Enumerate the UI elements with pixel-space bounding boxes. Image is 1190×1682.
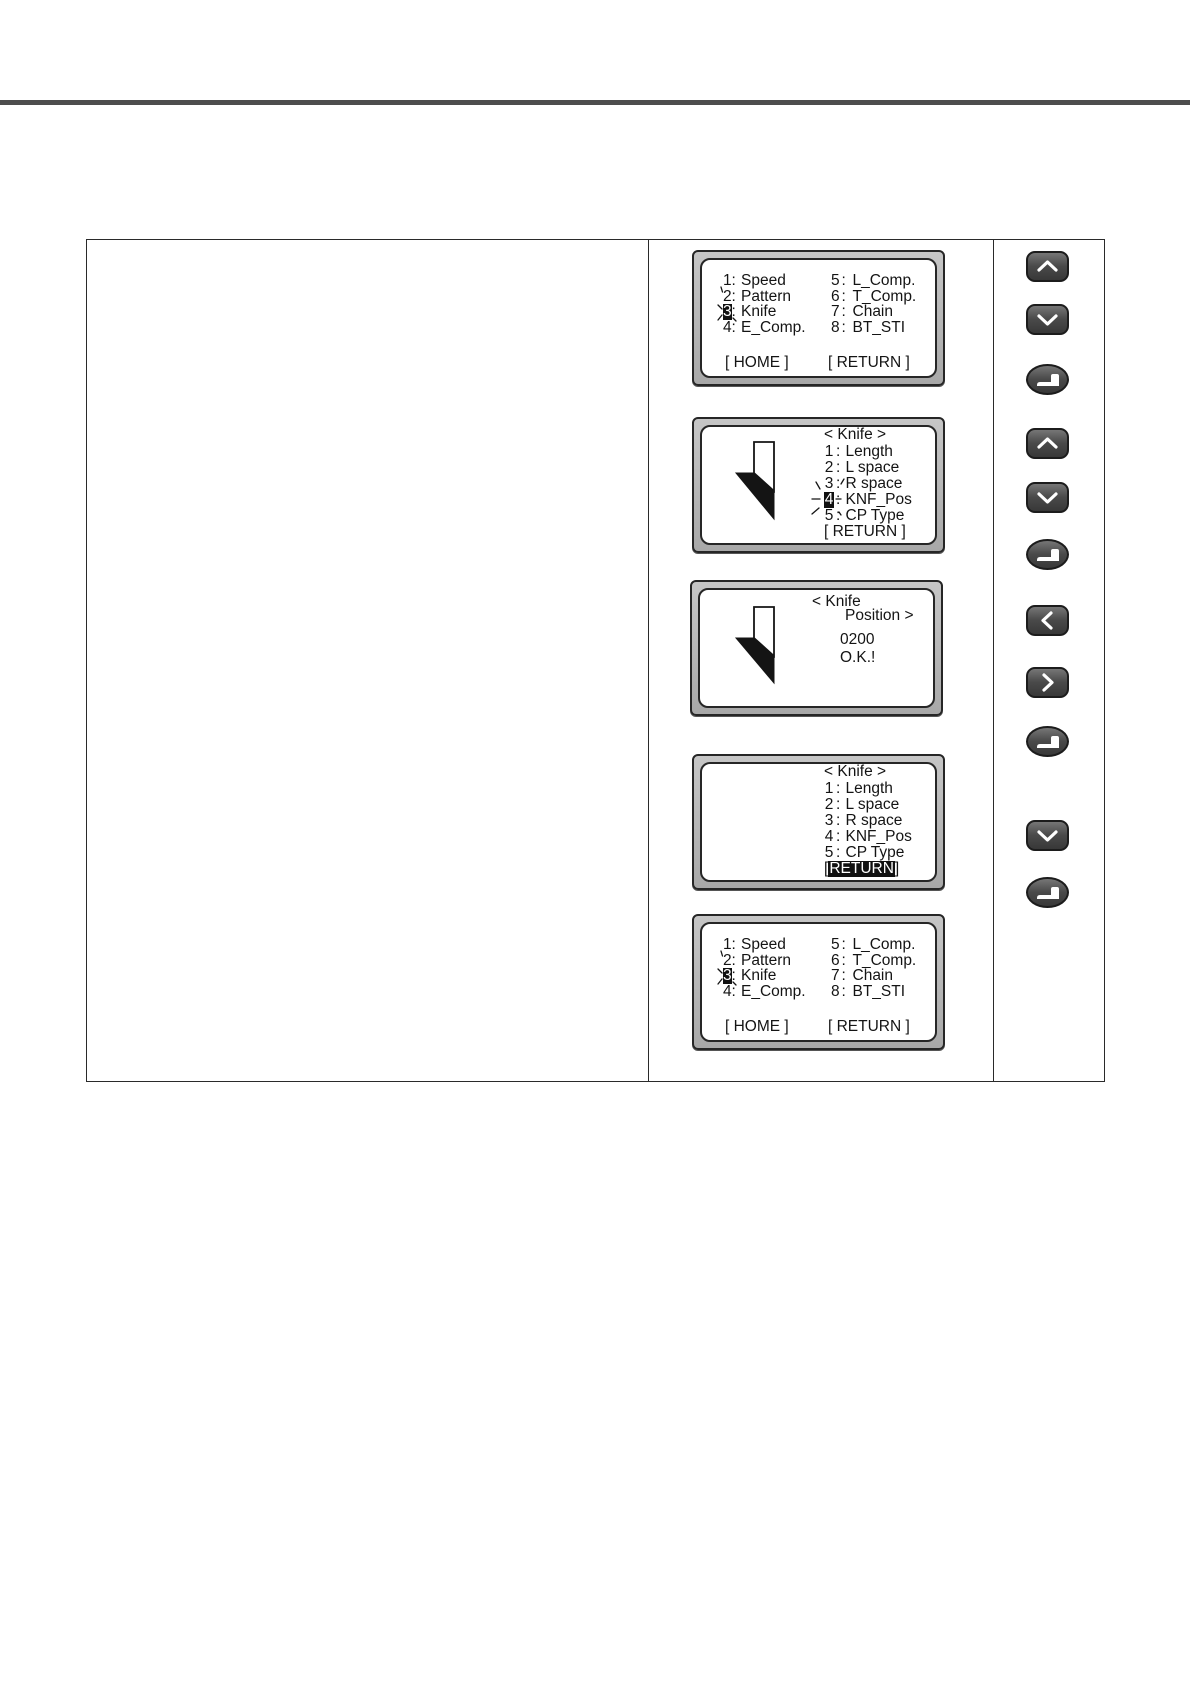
- down-arrow-icon: [1028, 306, 1067, 333]
- enter-icon: [1028, 366, 1067, 393]
- menu-item-separator: :: [836, 780, 841, 797]
- menu-item: [824, 781, 912, 797]
- menu-column-right: [831, 273, 916, 336]
- status-message: O.K.!: [840, 649, 876, 666]
- menu-column-left: [723, 273, 806, 336]
- right-arrow-icon: [1028, 669, 1067, 696]
- menu-item-number: 2: [723, 951, 732, 969]
- blink-mark: [718, 979, 722, 984]
- menu-item-separator: :: [731, 287, 736, 305]
- menu-item: [723, 289, 806, 305]
- down-button[interactable]: [1026, 304, 1069, 335]
- menu-item: [831, 273, 916, 289]
- menu-item-separator: :: [731, 967, 736, 985]
- menu-item: [824, 797, 912, 813]
- menu-item-separator: :: [836, 459, 841, 476]
- menu-item-label: KNF_Pos: [845, 491, 912, 508]
- menu-item-label: Length: [845, 443, 893, 460]
- enter-button[interactable]: [1026, 726, 1069, 757]
- menu-item-number: 5: [824, 507, 834, 524]
- screen-title: < Knife >: [824, 426, 887, 443]
- up-arrow-icon: [1028, 253, 1067, 280]
- selected-item-number: 4: [824, 491, 834, 508]
- keys-column: [993, 240, 1104, 1081]
- lcd-screen-knife-position: [690, 580, 943, 716]
- menu-item-separator: :: [841, 272, 846, 289]
- menu-item-number: 7: [831, 303, 840, 321]
- menu-item-separator: :: [841, 303, 846, 321]
- menu-item-separator: :: [836, 828, 841, 845]
- menu-item-number: 1: [824, 780, 834, 797]
- menu-item-selected: [824, 492, 912, 508]
- menu-item: [831, 304, 916, 320]
- menu-item-separator: :: [841, 936, 846, 953]
- menu-item-number: 3: [824, 812, 834, 829]
- menu-item-label: CP Type: [845, 507, 905, 524]
- blink-mark: [718, 305, 722, 309]
- menu-item-number: 6: [831, 287, 840, 305]
- menu-item-label: L space: [845, 796, 900, 813]
- menu-item: [824, 460, 912, 476]
- menu-item: [723, 320, 806, 336]
- up-button[interactable]: [1026, 428, 1069, 459]
- home-option: [ HOME ]: [725, 1018, 789, 1035]
- menu-item: [831, 320, 916, 336]
- menu-item: [723, 953, 806, 969]
- selected-item-number: 3: [723, 967, 732, 985]
- menu-item-number: 5: [824, 844, 834, 861]
- return-option-selected: [824, 861, 912, 877]
- down-arrow-icon: [1028, 484, 1067, 511]
- menu-item-number: 8: [831, 983, 840, 1001]
- menu-item-number: 5: [831, 272, 840, 289]
- menu-item-separator: :: [836, 491, 841, 508]
- bracket-close: ]: [894, 860, 900, 877]
- menu-item-label: Length: [845, 780, 893, 797]
- menu-item-label: BT_STI: [852, 319, 906, 337]
- header-rule: [0, 100, 1190, 105]
- enter-icon: [1028, 728, 1067, 755]
- menu-item: [824, 845, 912, 861]
- menu-item-separator: :: [731, 272, 736, 289]
- menu-item: [831, 289, 916, 305]
- lcd-screen-knife-menu: [692, 417, 945, 553]
- menu-item: [824, 508, 912, 524]
- menu-item: [831, 937, 916, 953]
- menu-item-number: 4: [723, 319, 732, 337]
- menu-item-number: 2: [723, 287, 732, 305]
- up-button[interactable]: [1026, 251, 1069, 282]
- enter-button[interactable]: [1026, 364, 1069, 395]
- lcd-screen-main-menu-result: [692, 914, 945, 1050]
- right-button[interactable]: [1026, 667, 1069, 698]
- menu-item-number: 4: [723, 983, 732, 1001]
- menu-item: [831, 968, 916, 984]
- knife-position-value: 0200: [840, 631, 875, 648]
- knife-menu-list: [824, 444, 912, 540]
- menu-item-label: E_Comp.: [741, 983, 806, 1001]
- return-label: [ RETURN ]: [824, 523, 906, 540]
- menu-item-label: E_Comp.: [741, 319, 806, 337]
- menu-item: [723, 937, 806, 953]
- down-button[interactable]: [1026, 482, 1069, 513]
- menu-item-label: L_Comp.: [852, 936, 916, 953]
- menu-item-separator: :: [841, 319, 846, 337]
- menu-item: [824, 829, 912, 845]
- menu-item-separator: :: [731, 319, 736, 337]
- menu-item-separator: :: [731, 303, 736, 321]
- menu-item-separator: :: [836, 812, 841, 829]
- menu-item-label: R space: [845, 812, 903, 829]
- menu-item: [723, 273, 806, 289]
- enter-button[interactable]: [1026, 877, 1069, 908]
- menu-item-label: Speed: [741, 936, 786, 953]
- menu-item-number: 2: [824, 796, 834, 813]
- bracket-open: [: [824, 860, 829, 877]
- menu-item-number: 1: [824, 443, 834, 460]
- menu-item-number: 8: [831, 319, 840, 337]
- display-column: [648, 240, 993, 1081]
- menu-item-separator: :: [731, 936, 736, 953]
- menu-item-label: BT_STI: [852, 983, 906, 1001]
- menu-item-separator: :: [841, 287, 846, 305]
- screen-title-line-1: < Knife: [812, 593, 861, 610]
- menu-item-separator: :: [836, 844, 841, 861]
- blink-mark: [718, 969, 722, 973]
- menu-item-number: 6: [831, 951, 840, 969]
- menu-item-separator: :: [836, 507, 841, 524]
- menu-item-label: Chain: [852, 967, 893, 985]
- menu-item-label: Pattern: [741, 287, 791, 305]
- menu-item-separator: :: [841, 983, 846, 1001]
- instruction-table: [86, 239, 1105, 1082]
- menu-item-number: 1: [723, 936, 732, 953]
- menu-column-left: [723, 937, 806, 1000]
- lcd-screen-main-menu: [692, 250, 945, 386]
- menu-item: [824, 476, 912, 492]
- menu-item: [824, 444, 912, 460]
- menu-item: [831, 984, 916, 1000]
- return-option: [ RETURN ]: [828, 354, 910, 371]
- selected-item-number: 3: [723, 303, 732, 321]
- menu-item-selected: [723, 968, 806, 984]
- menu-item-number: 5: [831, 936, 840, 953]
- blink-mark: [718, 315, 722, 320]
- home-option: [ HOME ]: [725, 354, 789, 371]
- menu-item-label: Speed: [741, 272, 786, 289]
- menu-item: [723, 984, 806, 1000]
- menu-item-label: R space: [845, 475, 903, 492]
- menu-item-separator: :: [836, 475, 841, 492]
- menu-item-separator: :: [841, 951, 846, 969]
- left-button[interactable]: [1026, 605, 1069, 636]
- screen-title: < Knife >: [824, 763, 887, 780]
- menu-item-label: Knife: [741, 303, 777, 321]
- menu-item-label: CP Type: [845, 844, 905, 861]
- enter-icon: [1028, 879, 1067, 906]
- menu-item-label: Knife: [741, 967, 777, 985]
- menu-item-label: T_Comp.: [852, 287, 917, 305]
- menu-item-selected: [723, 304, 806, 320]
- menu-item-number: 3: [824, 475, 834, 492]
- left-arrow-icon: [1028, 607, 1067, 634]
- menu-item-separator: :: [836, 796, 841, 813]
- down-arrow-icon: [1028, 822, 1067, 849]
- description-column: [87, 240, 648, 1081]
- menu-item: [824, 813, 912, 829]
- enter-icon: [1028, 541, 1067, 568]
- menu-item-label: T_Comp.: [852, 951, 917, 969]
- menu-item-separator: :: [731, 983, 736, 1001]
- return-label-selected: RETURN: [829, 860, 894, 877]
- menu-item-number: 2: [824, 459, 834, 476]
- enter-button[interactable]: [1026, 539, 1069, 570]
- knife-menu-list: [824, 781, 912, 877]
- menu-column-right: [831, 937, 916, 1000]
- menu-item-label: L space: [845, 459, 900, 476]
- menu-item-label: Chain: [852, 303, 893, 321]
- menu-item-number: 1: [723, 272, 732, 289]
- menu-item-label: L_Comp.: [852, 272, 916, 289]
- screen-title-line-2: Position >: [845, 607, 914, 624]
- blink-mark: [816, 482, 820, 489]
- menu-item: [831, 953, 916, 969]
- lcd-screen-knife-menu-return: [692, 754, 945, 890]
- menu-item-separator: :: [841, 967, 846, 985]
- return-option: [824, 524, 912, 540]
- menu-item-number: 4: [824, 828, 834, 845]
- up-arrow-icon: [1028, 430, 1067, 457]
- menu-item-separator: :: [731, 951, 736, 969]
- return-option: [ RETURN ]: [828, 1018, 910, 1035]
- down-button[interactable]: [1026, 820, 1069, 851]
- menu-item-separator: :: [836, 443, 841, 460]
- menu-item-label: Pattern: [741, 951, 791, 969]
- blink-mark: [812, 508, 819, 514]
- menu-item-number: 7: [831, 967, 840, 985]
- menu-item-label: KNF_Pos: [845, 828, 912, 845]
